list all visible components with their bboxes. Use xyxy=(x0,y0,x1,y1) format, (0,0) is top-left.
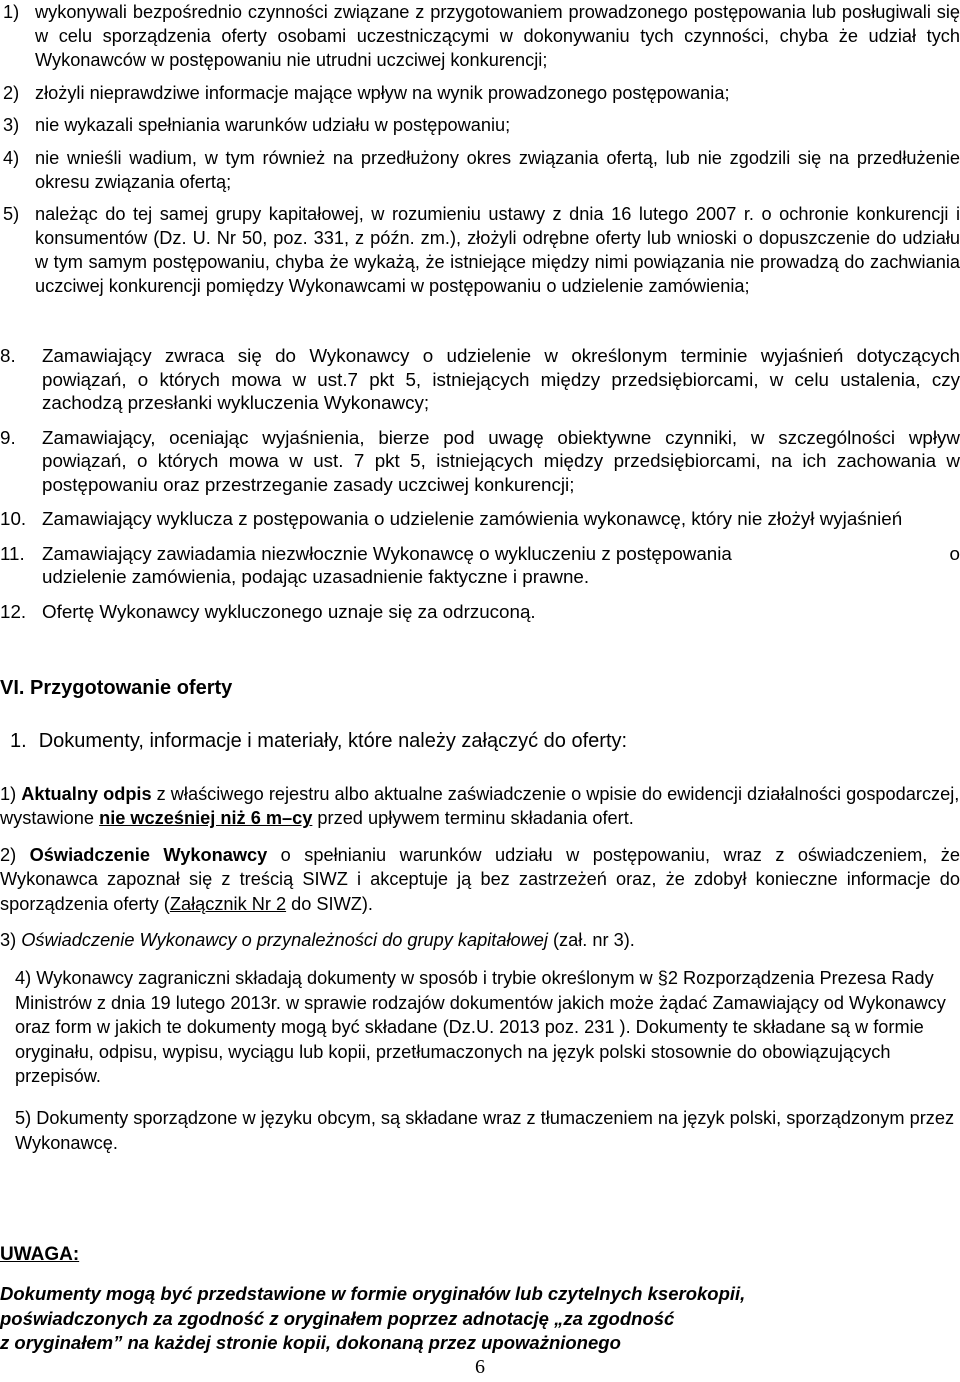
req-text: z właściwego rejestru albo aktualne zaświadczenie o wpisie do ewidencji działalności gospodarczej, wystawione xyxy=(0,784,960,829)
paragraph-number: 8. xyxy=(0,345,16,366)
paragraph-text-tail: o xyxy=(949,542,960,564)
req-underlined: Załącznik Nr 2 xyxy=(169,893,287,914)
paragraph-text: Zamawiający zwraca się do Wykonawcy o udzielenie w określonym terminie wyjaśnień dotyczących powiązań, o których mowa w ust.7 pkt 5, istniejących między przedsiębiorcami, w celu ustalenia, czy zachodzą przesłanki wykluczenia Wykonawcy; xyxy=(42,345,960,413)
paragraph-text-line1: Zamawiający zawiadamia niezwłocznie Wykonawcę o wykluczeniu z postępowania xyxy=(42,542,732,564)
list-item-text: nie wykazali spełniania warunków udziału w postępowaniu; xyxy=(35,115,511,135)
list-item-number: 4) xyxy=(3,147,20,168)
req-number: 3) xyxy=(0,930,22,951)
note-line: poświadczonych za zgodność z oryginałem poprzez adnotację „za zgodność xyxy=(0,1307,675,1329)
paragraph-item xyxy=(0,344,960,415)
paragraph-text: Zamawiający wyklucza z postępowania o udzielenie zamówienia wykonawcę, który nie złożył wyjaśnień xyxy=(42,508,903,529)
req-text-end: do SIWZ). xyxy=(286,893,373,914)
req-bold: Aktualny odpis xyxy=(21,784,152,804)
documents-subheading xyxy=(0,730,960,753)
requirement-4: 4) Wykonawcy zagraniczni składają dokumenty w sposób i trybie określonym w §2 Rozporządzenia Prezesa Rady Ministrów z dnia 19 lutego 2013r. w sprawie rodzajów dokumentów jakich może żądać Zamawiający od Wykonawcy oraz form w jakich te dokumenty mogą być składane (Dz.U. 2013 poz. 231 ). Dokumenty te składane są w formie oryginału, odpisu, wypisu, wyciągu lub kopii, przetłumaczonych na język polski stosownie do obowiązujących przepisów. xyxy=(15,968,946,1087)
numbered-paragraphs xyxy=(0,344,960,634)
list-item-number: 3) xyxy=(3,115,20,135)
req-number: 2) xyxy=(0,844,30,865)
section-heading: VI. Przygotowanie oferty xyxy=(0,677,233,699)
list-item-text: złożyli nieprawdziwe informacje mające wpływ na wynik prowadzonego postępowania; xyxy=(35,82,730,103)
req-text: o spełnianiu warunków udziału w postępowaniu, wraz z oświadczeniem, że Wykonawca zapoznał się z treścią SIWZ i akceptuje ją bez zastrzeżeń oraz, że zdobył konieczne informacje do sporządzenia oferty ( xyxy=(0,844,960,914)
req-italic: Oświadczenie Wykonawcy o przynależności do grupy kapitałowej xyxy=(21,930,548,951)
exclusion-conditions-list xyxy=(0,0,960,307)
paragraph-text xyxy=(42,542,960,589)
note-line: Dokumenty mogą być przedstawione w formie oryginałów lub czytelnych kserokopii, xyxy=(0,1283,746,1304)
list-item-text: należąc do tej samej grupy kapitałowej, w rozumieniu ustawy z dnia 16 lutego 2007 r. o ochronie konkurencji i konsumentów (Dz. U. Nr 50, poz. 331, z późn. zm.), złożyli odrębne oferty lub wnioski o dopuszczenie do udziału w tym samym postępowaniu, chyba że wykażą, że istniejące między nimi powiązania nie prowadzą do zachwiania uczciwej konkurencji pomiędzy Wykonawcami w postępowaniu o udzielenie zamówienia; xyxy=(35,204,960,296)
req-text-end: przed upływem terminu składania ofert. xyxy=(312,808,634,829)
list-item xyxy=(0,146,960,194)
required-documents xyxy=(0,782,960,1167)
paragraph-text: Ofertę Wykonawcy wykluczonego uznaje się za odrzuconą. xyxy=(42,600,536,622)
list-item xyxy=(0,202,960,298)
requirement-3 xyxy=(0,928,960,952)
subheading-number: 1. xyxy=(10,730,27,752)
req-number: 1) xyxy=(0,784,22,804)
req-bold: Oświadczenie Wykonawcy xyxy=(29,844,268,865)
requirement-5: 5) Dokumenty sporządzone w języku obcym, są składane wraz z tłumaczeniem na język polski, sporządzonym przez Wykonawcę. xyxy=(15,1108,955,1153)
paragraph-text-line2: udzielenie zamówienia, podając uzasadnienie faktyczne i prawne. xyxy=(42,566,590,587)
list-item-text: wykonywali bezpośrednio czynności związane z przygotowaniem prowadzonego postępowania lub posługiwali się w celu sporządzenia oferty osobami uczestniczącymi w dokonywaniu tych czynności, chyba że udział tych Wykonawców w postępowaniu nie utrudni uczciwej konkurencji; xyxy=(35,2,960,70)
note-label: UWAGA: xyxy=(0,1244,80,1265)
list-item xyxy=(0,81,960,105)
paragraph-number: 10. xyxy=(0,508,27,529)
list-item-number: 5) xyxy=(3,204,20,224)
list-item-number: 2) xyxy=(3,82,20,103)
paragraph-item xyxy=(0,542,960,589)
paragraph-item xyxy=(0,600,960,624)
paragraph-text: Zamawiający, oceniając wyjaśnienia, bierze pod uwagę obiektywne czynniki, w szczególności wpływ powiązań, o których mowa w ust. 7 pkt 5, istniejących między przedsiębiorcami, na ich zachowania w postępowaniu oraz przestrzeganie zasady uczciwej konkurencji; xyxy=(42,426,960,495)
page-number: 6 xyxy=(475,1356,485,1378)
paragraph-number: 9. xyxy=(0,426,16,448)
list-item xyxy=(0,0,960,72)
paragraph-number: 12. xyxy=(0,600,27,622)
subheading-text: Dokumenty, informacje i materiały, które należy załączyć do oferty: xyxy=(38,730,628,752)
paragraph-item xyxy=(0,426,960,497)
requirement-1 xyxy=(0,782,960,831)
note-text xyxy=(0,1282,960,1356)
list-item xyxy=(0,113,960,137)
req-text-end: (zał. nr 3). xyxy=(547,930,635,951)
list-item-text: nie wnieśli wadium, w tym również na przedłużony okres związania ofertą, lub nie zgodzili się na przedłużenie okresu związania ofertą; xyxy=(35,147,960,192)
paragraph-number: 11. xyxy=(0,542,25,564)
list-item-number: 1) xyxy=(3,2,20,22)
note-line: z oryginałem” na każdej stronie kopii, dokonaną przez upoważnionego xyxy=(0,1332,621,1353)
paragraph-item xyxy=(0,507,960,531)
req-underlined: nie wcześniej niż 6 m–cy xyxy=(99,808,313,829)
requirement-2 xyxy=(0,843,960,916)
